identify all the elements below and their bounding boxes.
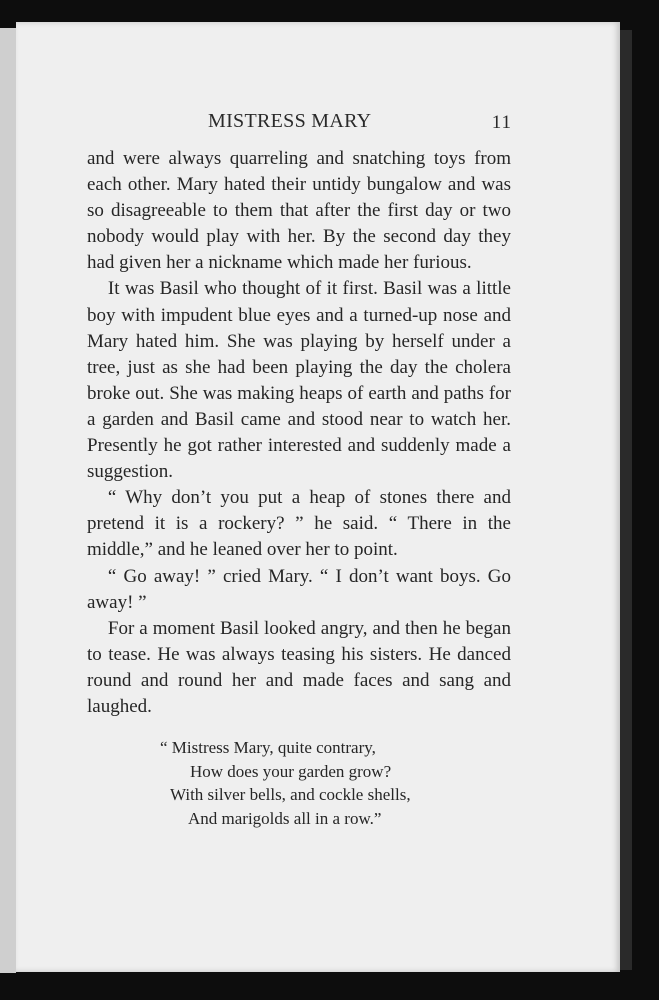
nursery-rhyme-verse [160,736,480,830]
verse-line: “ Mistress Mary, quite contrary, [160,738,376,757]
paragraph: and were always quarreling and snatching toys from each other. Mary hated their untidy bungalow and was so disagreeable to them that after the first day or two nobody would play with her. By the second day they had given her a nickname which made her furious. [87,148,511,274]
previous-page-edge [0,28,16,973]
body-text [87,146,511,720]
verse-line: How does your garden grow? [190,761,392,781]
running-head: MISTRESS MARY [208,110,372,132]
paragraph: “ Go away! ” cried Mary. “ I don’t want boys. Go away! ” [87,565,511,613]
book-page [16,22,620,972]
paragraph: It was Basil who thought of it first. Basil was a little boy with impudent blue eyes and a turned-up nose and Mary hated him. She was playing by herself under a tree, just as she had been playing the day the cholera broke out. She was making heaps of earth and paths for a garden and Basil came and stood near to watch her. Presently he got rather interested and suddenly made a suggestion. [87,278,511,483]
paragraph: For a moment Basil looked angry, and then he began to tease. He was always teasing his sisters. He danced round and round her and made faces and sang and laughed. [87,617,511,717]
page-number: 11 [491,112,512,133]
verse-line: With silver bells, and cockle shells, [170,785,411,804]
paragraph: “ Why don’t you put a heap of stones there and pretend it is a rockery? ” he said. “ There in the middle,” and he leaned over her to point. [87,487,511,561]
verse-line: And marigolds all in a row.” [188,808,382,828]
page-header [88,110,512,136]
